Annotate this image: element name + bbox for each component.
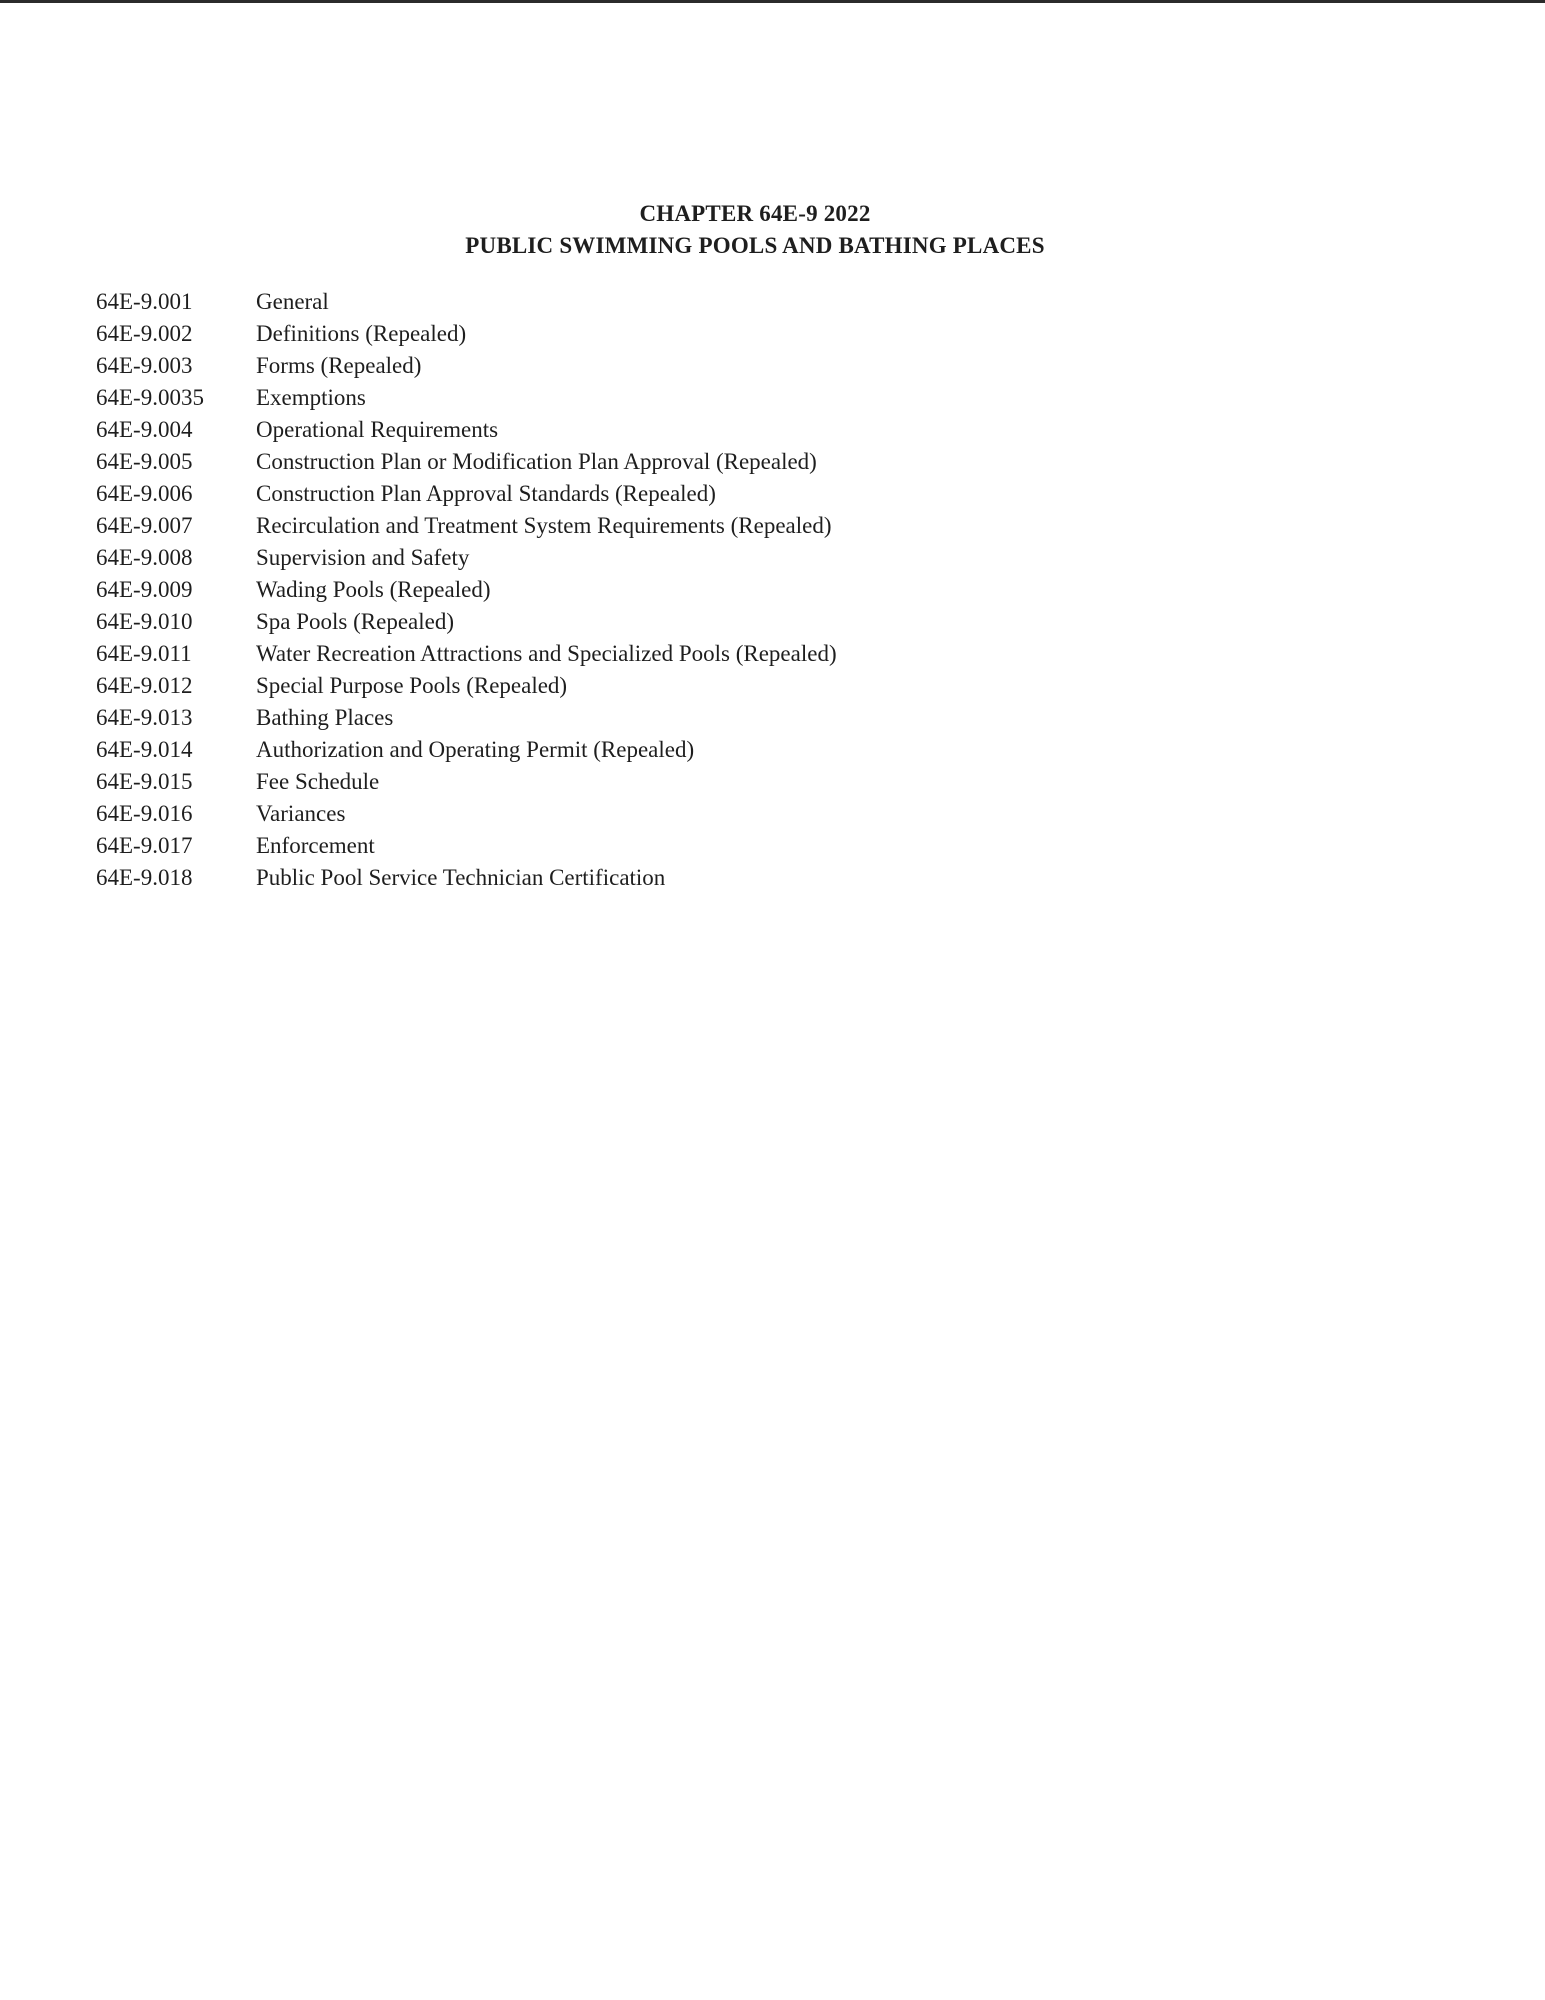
toc-row [96, 798, 996, 830]
rule-title: Variances [256, 801, 346, 826]
rule-title: Recirculation and Treatment System Requirements (Repealed) [256, 513, 832, 538]
toc-row [96, 766, 996, 798]
toc-row [96, 734, 996, 766]
toc-row [96, 510, 996, 542]
toc-row [96, 670, 996, 702]
rule-title: Authorization and Operating Permit (Repealed) [256, 737, 695, 762]
toc-row [96, 702, 996, 734]
rule-number: 64E-9.014 [96, 737, 193, 762]
rule-title: General [256, 289, 329, 314]
rule-number: 64E-9.005 [96, 449, 193, 474]
rule-title: Bathing Places [256, 705, 394, 730]
rule-number: 64E-9.006 [96, 481, 193, 506]
rule-number: 64E-9.007 [96, 513, 193, 538]
rule-title: Construction Plan Approval Standards (Repealed) [256, 481, 716, 506]
rule-number: 64E-9.003 [96, 353, 193, 378]
toc-row [96, 350, 996, 382]
rule-table-of-contents [96, 286, 996, 894]
scan-top-edge [0, 0, 1545, 3]
toc-row [96, 446, 996, 478]
rule-number: 64E-9.018 [96, 865, 193, 890]
toc-row [96, 606, 996, 638]
rule-title: Operational Requirements [256, 417, 499, 442]
rule-number: 64E-9.0035 [96, 385, 204, 410]
toc-row [96, 830, 996, 862]
toc-row [96, 638, 996, 670]
rule-title: Supervision and Safety [256, 545, 470, 570]
toc-row [96, 414, 996, 446]
rule-number: 64E-9.016 [96, 801, 193, 826]
toc-row [96, 382, 996, 414]
rule-title: Water Recreation Attractions and Specialized Pools (Repealed) [256, 641, 837, 666]
chapter-number: CHAPTER 64E-9 2022 [639, 201, 871, 226]
rule-number: 64E-9.011 [96, 641, 192, 666]
toc-row [96, 318, 996, 350]
rule-title: Special Purpose Pools (Repealed) [256, 673, 568, 698]
rule-number: 64E-9.015 [96, 769, 193, 794]
rule-number: 64E-9.010 [96, 609, 193, 634]
rule-title: Construction Plan or Modification Plan Approval (Repealed) [256, 449, 817, 474]
rule-number: 64E-9.013 [96, 705, 193, 730]
toc-row [96, 862, 996, 894]
rule-number: 64E-9.009 [96, 577, 193, 602]
rule-number: 64E-9.001 [96, 289, 193, 314]
toc-row [96, 286, 996, 318]
rule-title: Forms (Repealed) [256, 353, 422, 378]
rule-title: Public Pool Service Technician Certification [256, 865, 666, 890]
toc-row [96, 542, 996, 574]
rule-title: Exemptions [256, 385, 366, 410]
chapter-title: PUBLIC SWIMMING POOLS AND BATHING PLACES [465, 233, 1045, 258]
rule-title: Enforcement [256, 833, 375, 858]
rule-number: 64E-9.004 [96, 417, 193, 442]
rule-number: 64E-9.012 [96, 673, 193, 698]
toc-row [96, 478, 996, 510]
rule-title: Definitions (Repealed) [256, 321, 467, 346]
rule-number: 64E-9.017 [96, 833, 193, 858]
rule-title: Spa Pools (Repealed) [256, 609, 455, 634]
rule-title: Fee Schedule [256, 769, 380, 794]
rule-number: 64E-9.002 [96, 321, 193, 346]
chapter-header [0, 198, 1510, 262]
toc-row [96, 574, 996, 606]
rule-title: Wading Pools (Repealed) [256, 577, 491, 602]
rule-number: 64E-9.008 [96, 545, 193, 570]
